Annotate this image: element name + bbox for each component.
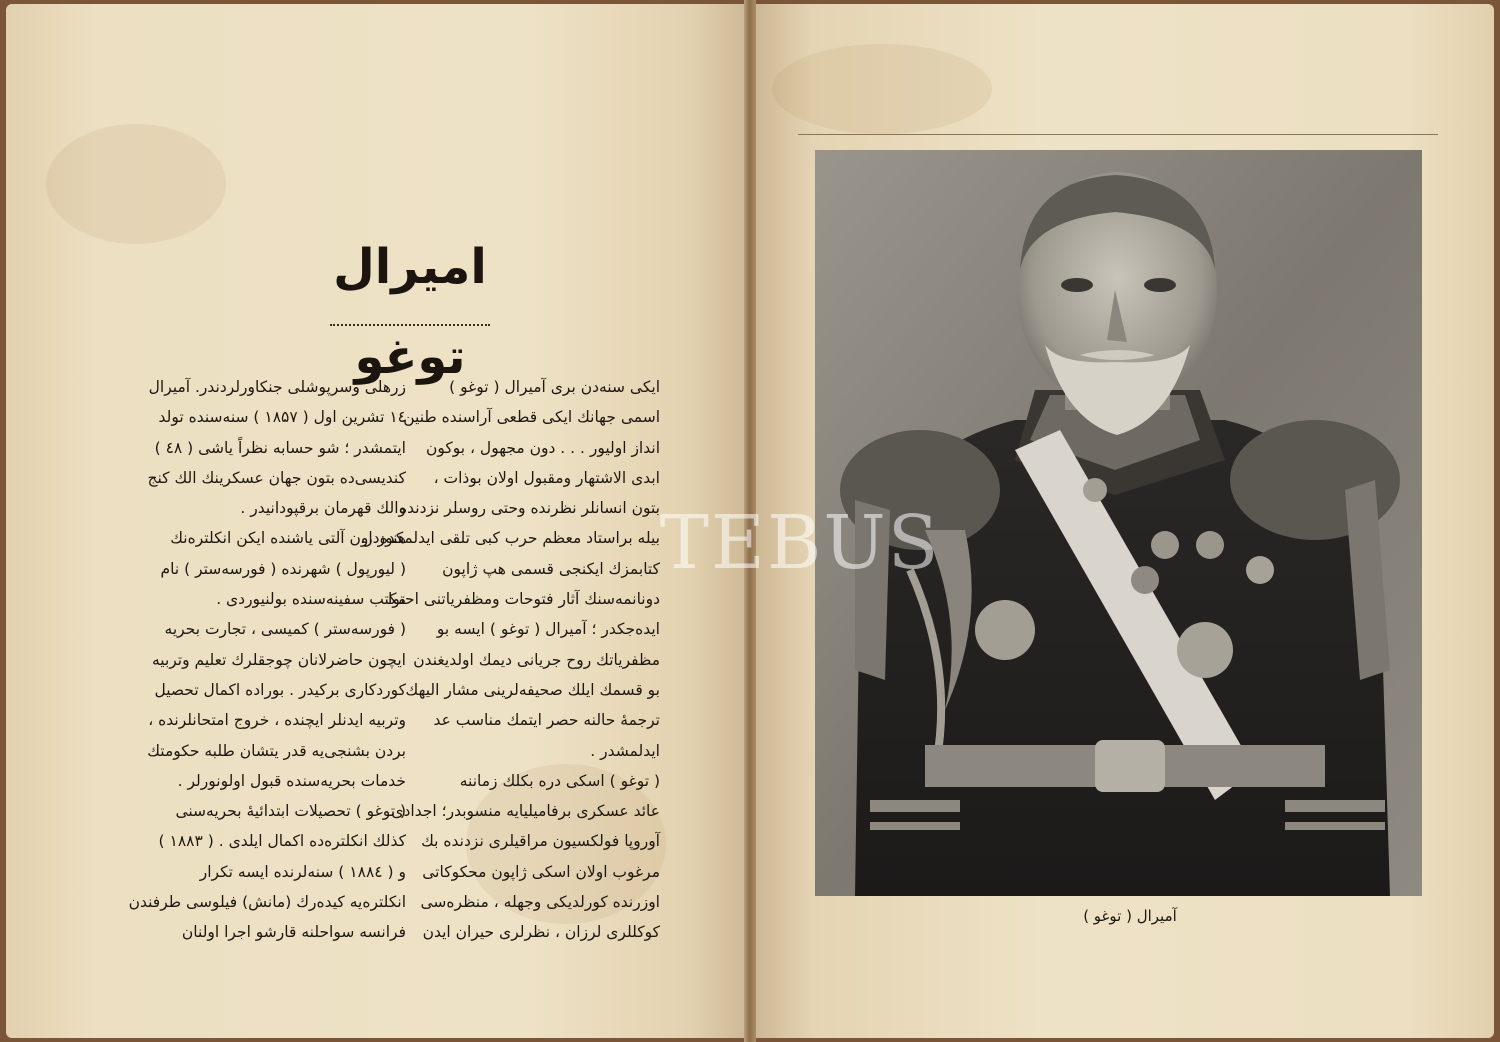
text-line: انکلتره‌یه کیده‌رك (مانش) فیلوسی طرفندن [128, 893, 406, 912]
text-line: مظفریاتك روح جریانی دیمك اولدیغندن [413, 650, 660, 669]
portrait-caption: آمیرال ( توغو ) [1083, 907, 1177, 925]
text-line: ( لیورپول ) شهرنده ( فورسه‌ستر ) نام [160, 559, 406, 578]
paper-stain [772, 44, 992, 134]
text-line: ایده‌جکدر ؛ آمیرال ( توغو ) ایسه بو [436, 620, 660, 639]
text-line: اوزرنده کورلدیکی وجهله ، منظره‌سی [420, 893, 660, 912]
text-line: ترجمهٔ حالنه حصر ایتمك مناسب عد [433, 711, 660, 730]
text-line: ایتمشدر ؛ شو حسابه نظراً یاشی ( ٤۸ ) [154, 438, 406, 457]
text-column-left [128, 372, 406, 948]
text-line: ( توغو ) تحصیلات ابتدائیهٔ بحریه‌سنی [175, 802, 406, 821]
text-line: بیله براستاد معظم حرب کبی تلقی ایدلمکده‌در. [360, 529, 660, 548]
chapter-title: امیرال توغو [333, 239, 487, 385]
text-line: هنوز اون آلتی یاشنده ایکن انکلتره‌نك [170, 529, 406, 548]
text-line: عائد عسکری برفامیلیایه منسوبدر؛ اجدادی [391, 802, 660, 821]
text-line: ایدلمشدر . [590, 741, 660, 760]
text-line: کتابمزك ایکنجی قسمی هپ ژاپون [442, 559, 660, 578]
text-line: و ( ۱۸۸٤ ) سنه‌لرنده ایسه تکرار [199, 862, 406, 881]
text-line: فرانسه سواحلنه قارشو اجرا اولنان [181, 923, 406, 942]
text-line: ۱٤ تشرین اول ( ۱۸۵۷ ) سنه‌سنده تولد [158, 408, 406, 427]
text-line: بردن بشنجی‌یه قدر یتشان طلبه حکومتك [147, 741, 406, 760]
paper-stain [46, 124, 226, 244]
text-line: ابدی الاشتهار ومقبول اولان بوذات ، [433, 468, 660, 487]
text-line: والك قهرمان برقپودانیدر . [240, 499, 406, 518]
text-line: ( فورسه‌ستر ) کمیسی ، تجارت بحریه [164, 620, 406, 639]
text-line: بتون انسانلر نظرنده وحتی روسلر نزدنده [399, 499, 660, 518]
text-line: ایچون حاضرلانان چوجقلرك تعلیم وتربیه [151, 650, 406, 669]
text-line: کوکللری لرزان ، نظرلری حیران ایدن [422, 923, 660, 942]
text-line: کندیسی‌ده بتون جهان عسکرینك الك کنج [147, 468, 406, 487]
text-line: خدمات بحریه‌سنده قبول اولونورلر . [177, 771, 406, 790]
text-line: مکتب سفینه‌سنده بولنیوردی . [216, 590, 406, 609]
text-line: بو قسمك ایلك صحیفه‌لرینی مشار الیهك [405, 680, 660, 699]
text-line: ایکی سنه‌دن بری آمیرال ( توغو ) [449, 378, 660, 396]
text-line: دونانمه‌سنك آثار فتوحات ومظفریاتنی احتوا [388, 590, 660, 609]
text-line: مرغوب اولان اسکی ژاپون محکوکاتی [422, 862, 660, 881]
text-line: وتربیه ایدنلر ایچنده ، خروج امتحانلرنده ، [148, 711, 406, 730]
text-line: انداز اولیور . . . دون مجهول ، بوکون [425, 438, 660, 457]
title-divider [330, 324, 490, 326]
text-line: زرهلی وسرپوشلی جنکاورلردندر. آمیرال [148, 378, 406, 396]
text-line: کذلك انکلتره‌ده اکمال ایلدی . ( ۱۸۸۳ ) [158, 832, 406, 851]
text-line: اسمی جهانك ایکی قطعی آراسنده طنین [403, 408, 660, 427]
text-line: ( توغو ) اسکی دره بکلك زماننه [459, 771, 660, 790]
page-rule [798, 134, 1438, 135]
watermark-text: TEBUS [659, 500, 941, 586]
text-line: کوردکاری برکیدر . بوراده اکمال تحصیل [154, 680, 406, 699]
text-line: آوروپا فولکسیون مراقیلری نزدنده بك [421, 832, 660, 851]
text-column-right [360, 372, 660, 948]
